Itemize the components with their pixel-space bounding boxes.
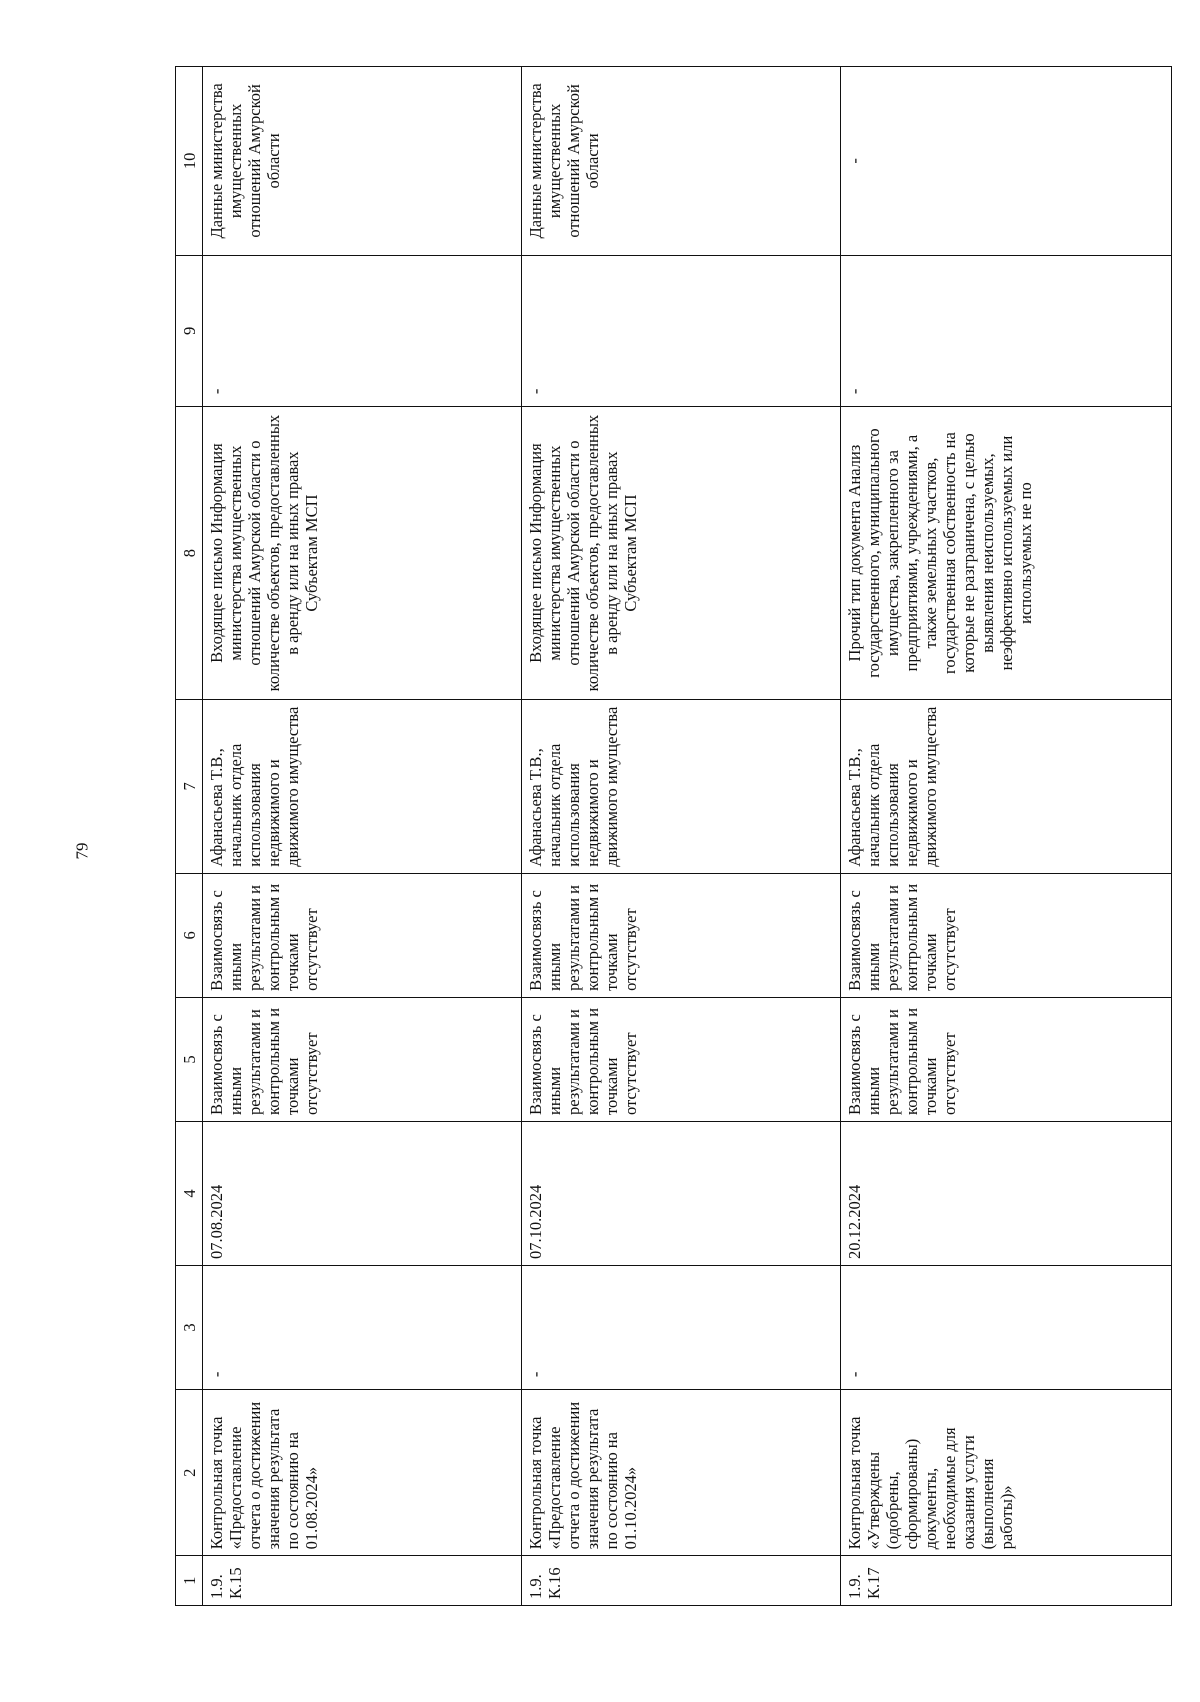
column-header: 10 (176, 67, 203, 256)
relation-cell: Взаимосвязь с иными результатами и контрольным и точками отсутствует (841, 997, 1172, 1121)
date-cell: 07.08.2024 (203, 1121, 522, 1265)
cell-col3: - (203, 1265, 522, 1389)
row-number-cell: 1.9. К.16 (522, 1556, 841, 1606)
table-container (175, 66, 1155, 1606)
row-number-cell: 1.9. К.17 (841, 1556, 1172, 1606)
column-header: 7 (176, 700, 203, 874)
column-header: 1 (176, 1556, 203, 1606)
document-cell: Прочий тип документа Анализ государственного, муниципального имущества, закрепленного за предприятиями, учреждениями, а также земельных участков, государственная собственность на которые не разграничена, с целью выявления неиспользуемых, неэффективно используемых или используемых не по (841, 407, 1172, 700)
control-points-table (175, 66, 1172, 1606)
relation-cell-2: Взаимосвязь с иными результатами и контрольным и точками отсутствует (522, 873, 841, 997)
table-row (522, 67, 841, 1606)
date-cell: 20.12.2024 (841, 1121, 1172, 1265)
column-header: 4 (176, 1121, 203, 1265)
column-header: 8 (176, 407, 203, 700)
date-cell: 07.10.2024 (522, 1121, 841, 1265)
column-header: 3 (176, 1265, 203, 1389)
column-header: 2 (176, 1390, 203, 1556)
control-point-cell: Контрольная точка «Утверждены (одобрены, сформированы) документы, необходимые для оказания услуги (выполнения работы)» (841, 1390, 1172, 1556)
relation-cell-2: Взаимосвязь с иными результатами и контрольным и точками отсутствует (203, 873, 522, 997)
relation-cell: Взаимосвязь с иными результатами и контрольным и точками отсутствует (203, 997, 522, 1121)
column-header: 9 (176, 255, 203, 406)
cell-col9: - (522, 255, 841, 406)
responsible-cell: Афанасьева Т.В., начальник отдела использования недвижимого и движимого имущества (203, 700, 522, 874)
source-cell: Данные министерства имущественных отношений Амурской области (203, 67, 522, 256)
table-row (203, 67, 522, 1606)
row-number-cell: 1.9. К.15 (203, 1556, 522, 1606)
responsible-cell: Афанасьева Т.В., начальник отдела использования недвижимого и движимого имущества (841, 700, 1172, 874)
cell-col3: - (522, 1265, 841, 1389)
source-cell: - (841, 67, 1172, 256)
source-cell: Данные министерства имущественных отношений Амурской области (522, 67, 841, 256)
cell-col9: - (841, 255, 1172, 406)
column-header: 5 (176, 997, 203, 1121)
document-cell: Входящее письмо Информация министерства имущественных отношений Амурской области о количестве объектов, предоставленных в аренду или на иных правах Субъектам МСП (522, 407, 841, 700)
document-cell: Входящее письмо Информация министерства имущественных отношений Амурской области о количестве объектов, предоставленных в аренду или на иных правах Субъектам МСП (203, 407, 522, 700)
cell-col3: - (841, 1265, 1172, 1389)
relation-cell-2: Взаимосвязь с иными результатами и контрольным и точками отсутствует (841, 873, 1172, 997)
responsible-cell: Афанасьева Т.В., начальник отдела использования недвижимого и движимого имущества (522, 700, 841, 874)
cell-col9: - (203, 255, 522, 406)
header-row (176, 67, 203, 1606)
control-point-cell: Контрольная точка «Предоставление отчета о достижении значения результата по состоянию на 01.10.2024» (522, 1390, 841, 1556)
control-point-cell: Контрольная точка «Предоставление отчета о достижении значения результата по состоянию на 01.08.2024» (203, 1390, 522, 1556)
page-number: 79 (72, 842, 92, 860)
column-header: 6 (176, 873, 203, 997)
table-row (841, 67, 1172, 1606)
relation-cell: Взаимосвязь с иными результатами и контрольным и точками отсутствует (522, 997, 841, 1121)
